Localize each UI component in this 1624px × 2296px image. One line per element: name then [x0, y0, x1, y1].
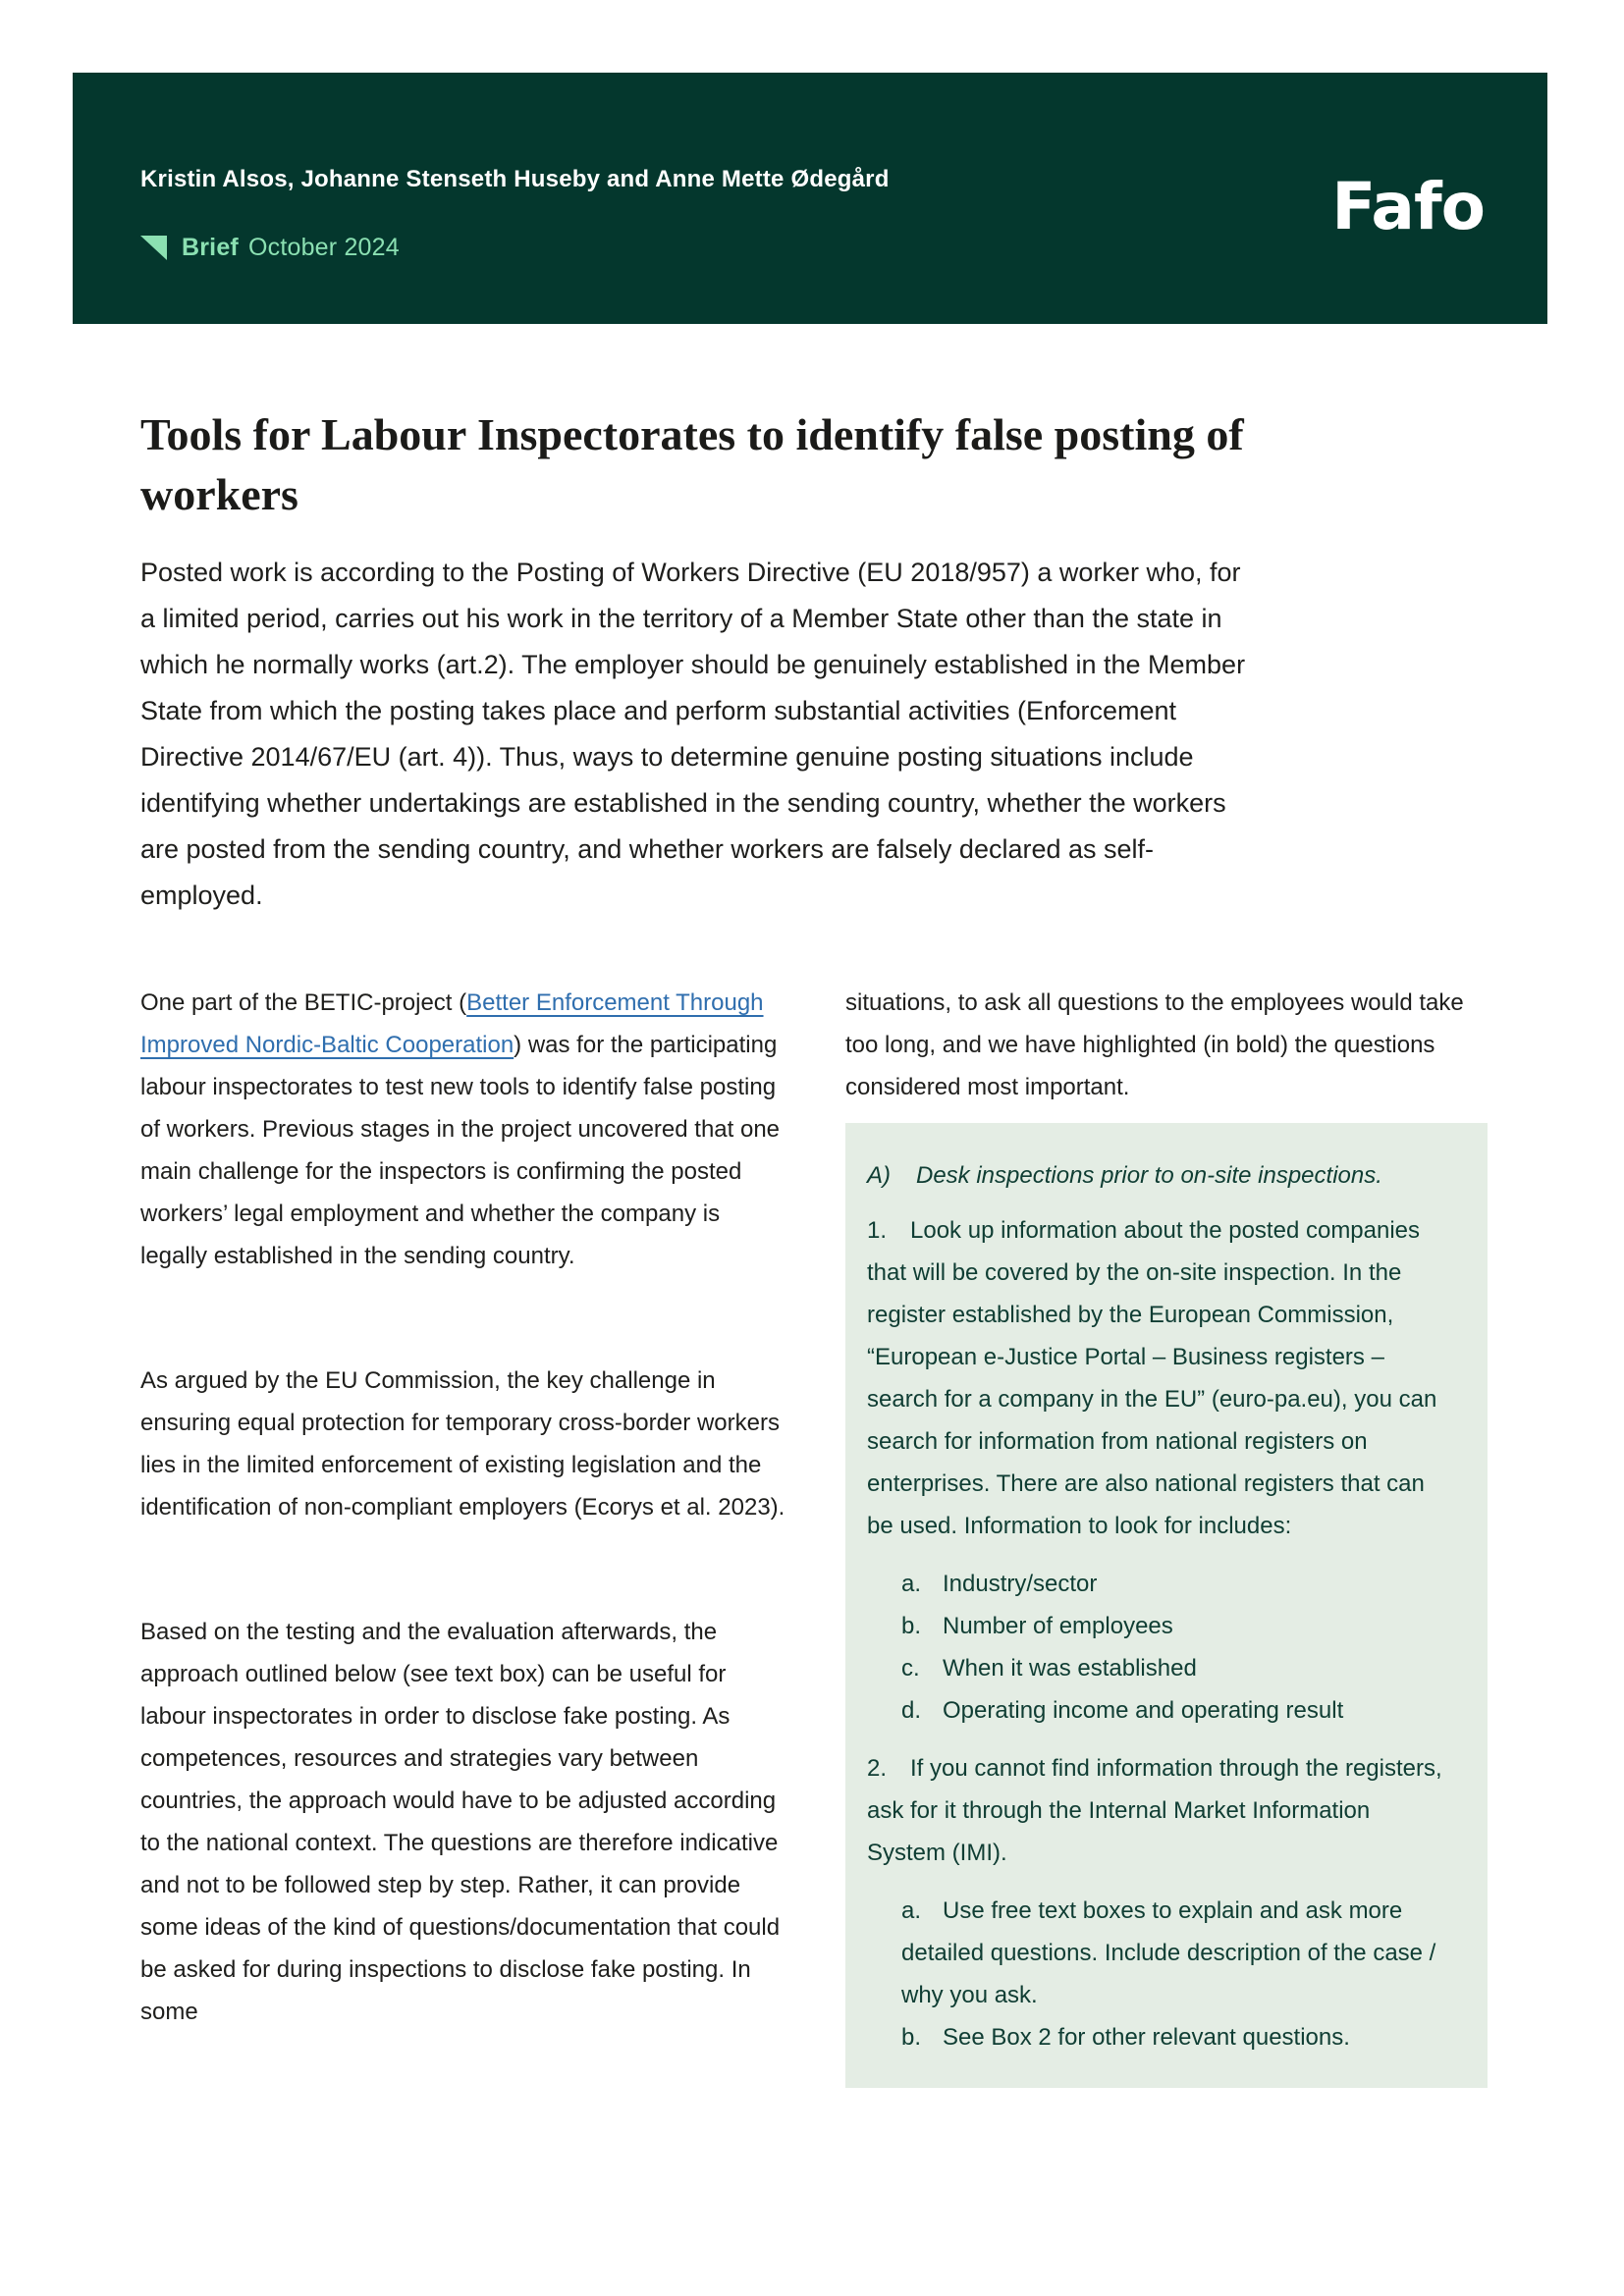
list-item-text: Use free text boxes to explain and ask more detailed questions. Include description of the case / why you ask. [901, 1897, 1436, 2008]
box-heading-text: Desk inspections prior to on-site inspections. [916, 1162, 1382, 1189]
paragraph-betic-before-link: One part of the BETIC-project ( [140, 989, 467, 1016]
box-item-2 [867, 1747, 1448, 1874]
header-text-block [140, 165, 890, 262]
list-item-label: a. [901, 1897, 922, 1924]
box-item-1-number: 1. [867, 1217, 888, 1244]
two-column-layout [140, 982, 1488, 2088]
box-item-2-text: If you cannot find information through the registers, ask for it through the Internal Market Information System (IMI). [867, 1755, 1442, 1866]
box-item-2-number: 2. [867, 1755, 888, 1782]
box-heading [867, 1154, 1448, 1197]
list-item-text: When it was established [943, 1655, 1197, 1682]
box-item-1 [867, 1209, 1448, 1547]
paragraph-betic-after-link: ) was for the participating labour inspectorates to test new tools to identify false posting of workers. Previous stages in the project uncovered that one main challenge for the inspectors is confirming the posted workers’ legal employment and whether the company is legally established in the sending country. [140, 1032, 781, 1269]
list-item-label: d. [901, 1697, 922, 1724]
box-item-1-sublist [867, 1563, 1448, 1732]
box-item-2-sublist [867, 1890, 1448, 2058]
list-item [901, 1605, 1448, 1647]
paragraph-testing-evaluation: Based on the testing and the evaluation afterwards, the approach outlined below (see text box) can be useful for labour inspectorates in order to disclose fake posting. As competences, resources and strategies vary between countries, the approach would have to be adjusted according to the national context. The questions are therefore indicative and not to be followed step by step. Rather, it can provide some ideas of the kind of questions/documentation that could be asked for during inspections to disclose fake posting. In some [140, 1619, 781, 2025]
page-title: Tools for Labour Inspectorates to identify false posting of workers [140, 409, 1244, 519]
publication-badge [140, 234, 890, 262]
list-item [901, 1647, 1448, 1689]
authors-line: Kristin Alsos, Johanne Stenseth Huseby and Anne Mette Ødegård [140, 166, 890, 192]
box-item-1-text: Look up information about the posted companies that will be covered by the on-site inspection. In the register established by the European Commission, “European e-Justice Portal – Business registers – search for a company in the EU” (euro-pa.eu), you can search for information from national registers on enterprises. There are also national registers that can be used. Information to look for includes: [867, 1217, 1437, 1539]
right-column [845, 982, 1488, 2088]
list-item-label: b. [901, 1613, 922, 1639]
list-item-label: c. [901, 1655, 920, 1682]
article [140, 324, 1488, 2088]
header-band [73, 73, 1547, 324]
list-item [901, 1689, 1448, 1732]
paragraph-eu-commission: As argued by the EU Commission, the key challenge in ensuring equal protection for temporary cross-border workers lies in the limited enforcement of existing legislation and the identification of non-compliant employers (Ecorys et al. 2023). [140, 1367, 785, 1521]
paragraph-situations: situations, to ask all questions to the employees would take too long, and we have highlighted (in bold) the questions considered most important. [845, 989, 1464, 1100]
list-item [901, 1890, 1448, 2016]
list-item [901, 1563, 1448, 1605]
betic-project-link[interactable]: Better Enforcement Through Improved Nordic-Baltic Cooperation [140, 989, 764, 1058]
list-item-label: a. [901, 1571, 922, 1597]
list-item [901, 2016, 1448, 2058]
lead-paragraph: Posted work is according to the Posting of Workers Directive (EU 2018/957) a worker who, for a limited period, carries out his work in the territory of a Member State other than the state in which he normally works (art.2). The employer should be genuinely established in the Member State from which the posting takes place and perform substantial activities (Enforcement Directive 2014/67/EU (art. 4)). Thus, ways to determine genuine posting situations include identifying whether undertakings are established in the sending country, whether the workers are posted from the sending country, and whether workers are falsely declared as self-employed. [140, 558, 1246, 910]
list-item-text: Number of employees [943, 1613, 1173, 1639]
list-item-text: Industry/sector [943, 1571, 1098, 1597]
list-item-text: See Box 2 for other relevant questions. [943, 2024, 1350, 2051]
fafo-logo: Fafo [1331, 169, 1485, 244]
fafo-triangle-icon [140, 236, 167, 260]
paragraph-betic [140, 982, 788, 1277]
box-heading-label: A) [867, 1162, 891, 1189]
badge-date: October 2024 [247, 234, 400, 261]
badge-label: Brief [182, 234, 239, 261]
list-item-text: Operating income and operating result [943, 1697, 1344, 1724]
desk-inspections-box [845, 1123, 1488, 2088]
left-column [140, 982, 788, 2033]
list-item-label: b. [901, 2024, 922, 2051]
